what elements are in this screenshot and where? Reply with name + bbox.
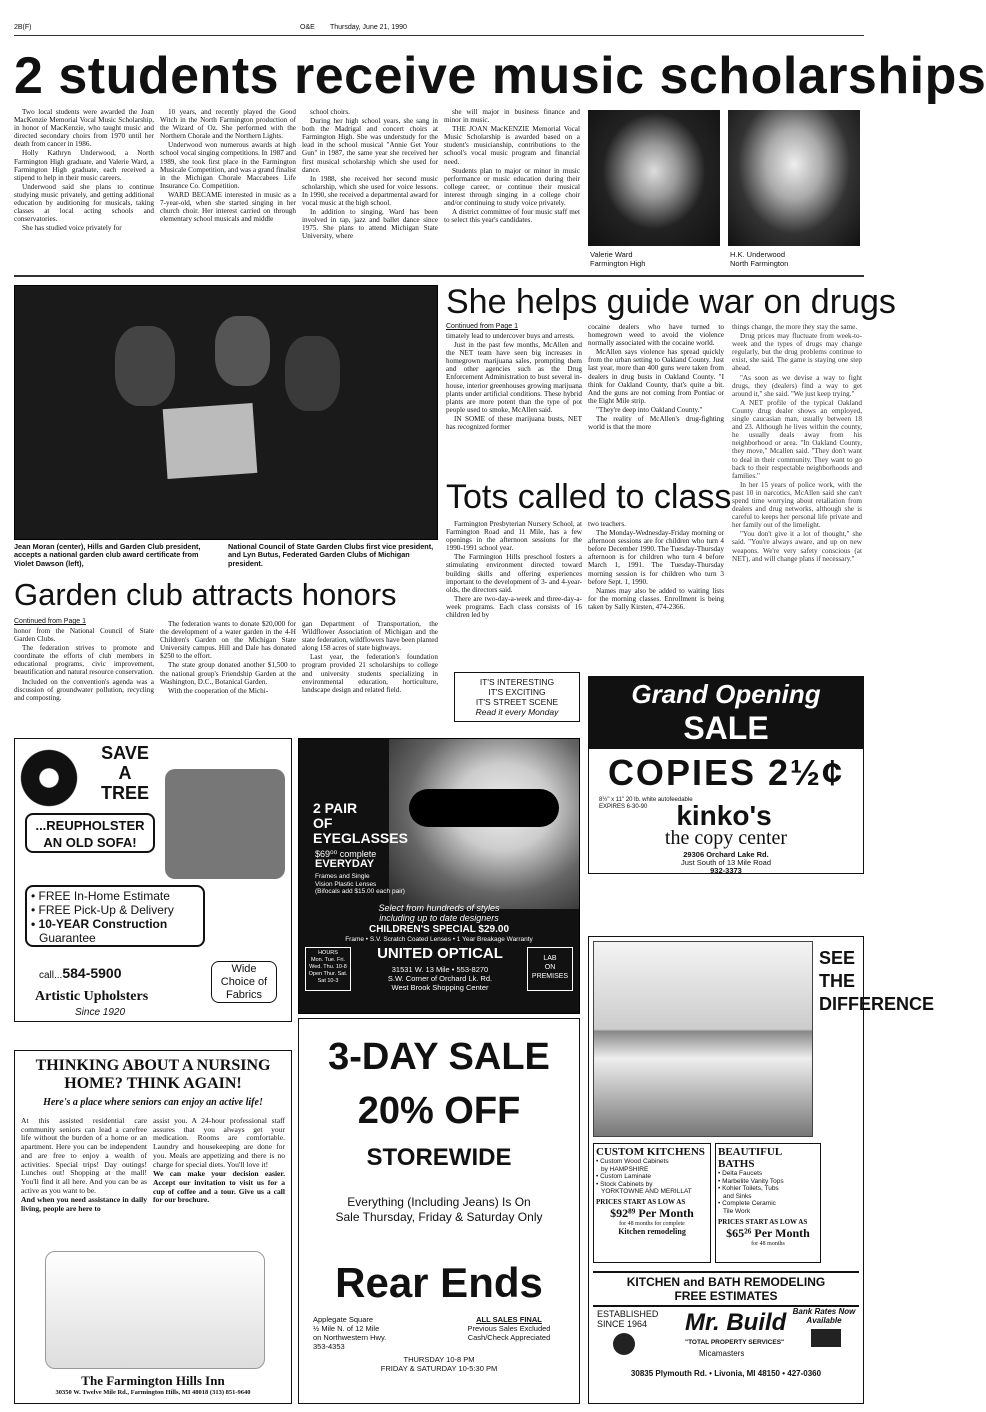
upholster-benefits: • FREE In-Home Estimate • FREE Pick-Up & Delivery • 10-YEAR Construction Guarantee — [25, 885, 205, 947]
tots-headline: Tots called to class — [446, 478, 732, 516]
mr-build-address: 30835 Plymouth Rd. • Livonia, MI 48150 • 427-0360 — [630, 1369, 822, 1378]
remodeling-banner: KITCHEN and BATH REMODELING FREE ESTIMATES — [593, 1271, 859, 1307]
nursing-col2: assist you. A 24-hour professional staff assures that you always get your medication. Rooms are comfortable. Laundry and housekeeping are done for you. Meals are appetizing and there is no charge for special diets. You'll love it! We can make your decision easier. Accept our invitation to visit us for a cup of coffee and a tour. Give us a call for our brochure. — [153, 1116, 285, 1205]
upholster-name: Artistic Upholsters — [35, 989, 149, 1004]
garden-club-photo — [14, 285, 438, 540]
copies-price: COPIES 2½¢ — [607, 752, 845, 793]
tree-icon — [19, 743, 79, 813]
award-certificate — [163, 403, 258, 479]
custom-kitchens: CUSTOM KITCHENS • Custom Wood Cabinets by HAMPSHIRE • Custom Laminate • Stock Cabinets by YORKTOWNE AND MERILLAT PRICES START AS LOW AS $92⁸⁹ Per Month for 48 months for complete Kitchen remodeling — [593, 1143, 711, 1263]
valerie-ward-photo — [588, 110, 720, 246]
kinkos-address: 29306 Orchard Lake Rd. Just South of 13 Mile Road 932-3373 — [680, 850, 772, 875]
optical-hours: HOURS Mon. Tue. Fri. Wed. Thu. 10-8 Open Thur. Sat. Sat 10-3 — [305, 947, 351, 991]
upholsterer-illustration — [165, 769, 285, 879]
drugs-headline: She helps guide war on drugs — [446, 283, 896, 321]
mr-build-logo: Mr. Build — [685, 1309, 787, 1336]
seniors-illustration — [45, 1251, 265, 1369]
united-optical-ad — [298, 738, 580, 1014]
total-property-services: "TOTAL PROPERTY SERVICES" — [685, 1339, 785, 1346]
valerie-ward-caption: Valerie Ward Farmington High — [590, 250, 646, 268]
reupholster-callout: ...REUPHOLSTER AN OLD SOFA! — [25, 813, 155, 853]
scholarship-col3: school choirs. During her high school years, she sang in both the Madrigal and concert choirs at Farmington High. She was understudy for the lead in the school musical "Annie Get Your Gun" in 1987, the same year she received her first musical scholarship which she used for dance. In 1988, she received her second music scholarship, which she used for voice lessons. In 1990, she received a departmental award for vocal music at the high school. In addition to singing, Ward has been involved in tap, jazz and ballet dance since 1975. She plans to attend Michigan State University, where — [302, 108, 438, 241]
street-scene-ad: IT'S INTERESTING IT'S EXCITING IT'S STREET SCENE Read it every Monday — [454, 672, 580, 722]
underwood-caption: H.K. Underwood North Farmington — [730, 250, 789, 268]
mr-build-mascot-icon — [613, 1333, 635, 1355]
nursing-headline: THINKING ABOUT A NURSING HOME? THINK AGAIN! — [35, 1057, 271, 1092]
scholarship-col1: Two local students were awarded the Joan MacKenzie Memorial Vocal Music Scholarship, in honor of MacKenzie, who taught music and directed secondary choirs from 1970 until her death from cancer in 1986. Holly Kathryn Underwood, a North Farmington High graduate, and Valerie Ward, a Farmington High graduate, each received a stipend to help in their music careers. Underwood said she plans to continue studying music privately, and getting additional education by auditioning for musicals, taking classes at local acting schools and conservatories. She has studied voice privately for — [14, 108, 154, 233]
rear-ends-hours: THURSDAY 10-8 PM FRIDAY & SATURDAY 10-5:30 PM — [380, 1355, 498, 1373]
optical-price: $69⁰⁰ complete EVERYDAY — [315, 849, 377, 870]
folio-date: Thursday, June 21, 1990 — [330, 24, 407, 31]
rear-ends-logo: Rear Ends — [335, 1259, 543, 1306]
scholarship-headline: 2 students receive music scholarships — [14, 47, 986, 105]
nursing-col1: At this assisted residential care community seniors can lead a carefree life without the burden of a home or an apartment. Here you can be independent and are free to enjoy a wealth of activities. Special trips! Day outings! Lunches out! Shopping at the mall! You'll find it all here. And you can be as active as you want to be. And when you need assistance in daily living, people are here to — [21, 1116, 147, 1214]
beautiful-baths: BEAUTIFUL BATHS • Delta Faucets • Marbelite Vanity Tops • Kohler Toilets, Tubs and Sinks • Complete Ceramic Tile Work PRICES START AS LOW AS $65²⁶ Per Month for 48 months — [715, 1143, 821, 1263]
save-a-tree: SAVE A TREE — [100, 743, 149, 803]
garden-headline: Garden club attracts honors — [14, 577, 397, 612]
scholarship-col4: she will major in business finance and minor in music. THE JOAN MacKENZIE Memorial Vocal Music Scholarship is awarded based on a student's musicianship, contributions to the school's vocal music program and financial need. Students plan to major or minor in music performance or music education during their college career, or continue their musical interest through singing in a college choir and/or continuing to study voice privately. A district committee of four music staff met to select this year's candidates. — [444, 108, 580, 225]
wide-choice-fabrics: Wide Choice of Fabrics — [211, 961, 277, 1003]
lab-on-premises: LAB ON PREMISES — [527, 947, 573, 991]
drugs-col3: things change, the more they stay the same. Drug prices may fluctuate from week-to-week and the types of drugs may change regularly, but the drug problems continue to exist, she said. The game is staying one step ahead. "As soon as we devise a way to fight drugs, they (dealers) find a way to get around it," she said. "We just keep trying." A NET profile of the typical Oakland County drug dealer shows an employed, single caucasian man, usually between 18 and 23. Although he lives within the county, he usually deals away from his neighborhood or area. "In Oakland County, they move," Mcallen said. "They don't want to deal in their community. They want to go back to their respectable neighborhoods and families." In her 15 years of police work, with the past 10 in narcotics, McAllen said she can't spend time worrying about retaliation from dealers and drug networks, although she is careful to keeps her personal life private and her family out of the limelight. "You don't give it a lot of thought," she said. "You're always aware, and up on new weapons. We're very safety conscious (at NET), and will change plans if necessary." — [732, 323, 862, 563]
sale-description: Everything (Including Jeans) Is On Sale Thursday, Friday & Saturday Only — [335, 1195, 543, 1224]
united-optical-name: UNITED OPTICAL — [377, 945, 503, 962]
optical-frames: Frames and Single Vision Plastic Lenses (Bifocals add $15.00 each pair) — [315, 873, 405, 895]
rear-ends-ad — [298, 1018, 580, 1404]
visa-card-icon — [811, 1329, 841, 1347]
farmington-hills-inn-ad — [14, 1050, 292, 1404]
tots-col1: Farmington Presbyterian Nursery School, at Farmington Road and 11 Mile, has a few openings in the afternoon sessions for the 1990-1991 school year. The Farmington Hills preschool fosters a stimulating environment directed toward building skills and offering experiences important to the development of 3- and 4-year-olds, the directors said. There are two-day-a-week and three-day-a-week programs. Each class consists of 16 children led by — [446, 520, 582, 620]
inn-address: 30350 W. Twelve Mile Rd., Farmington Hills, MI 48018 (313) 851-9640 — [55, 1389, 251, 1396]
garden-col1: honor from the National Council of State Garden Clubs. The federation strives to promote and coordinate the efforts of club members in educational programs, civic improvement, beautification and natural resource conservation. Included on the convention's agenda was a discussion of groundwater pollution, recycling and composting. — [14, 627, 154, 702]
upholster-since: Since 1920 — [75, 1007, 126, 1018]
childrens-special: CHILDREN'S SPECIAL $29.00 — [368, 924, 509, 935]
vertical-slogan: SEE THE DIFFERENCE — [819, 948, 935, 1014]
kinkos-tagline: the copy center — [664, 827, 788, 849]
kitchen-illustration — [593, 941, 813, 1137]
optical-address: 31531 W. 13 Mile • 553-8270 S.W. Corner of Orchard Lk. Rd. West Brook Shopping Center — [387, 965, 493, 992]
kinkos-fine-print: 8½" x 11" 20 lb. white autofeedable EXPIRES 6-30-90 — [599, 797, 693, 810]
mr-build-ad — [588, 936, 935, 1404]
nursing-subhead: Here's a place where seniors can enjoy an active life! — [43, 1097, 263, 1108]
garden-continued: Continued from Page 1 — [14, 618, 86, 625]
garden-col3: gan Department of Transportation, the Wildflower Association of Michigan and the state federation, wildflowers have been planted along 158 acres of state highways. Last year, the federation's foundation program provided 21 scholarships to college and university students specializing in environmental education, horticulture, landscape design and related field. — [302, 620, 438, 694]
scholarship-col2: 10 years, and recently played the Good Witch in the North Farmington production of the Wizard of Oz. She performed with the Northern Chorale and the Northern Lights. Underwood won numerous awards at high school vocal singing competitions. In 1987 and 1989, she took first place in the Farmington Musicale Competition, and was a grand finalist in the Michigan Chorale Maccabees Life Insurance Co. Competition. WARD BECAME interested in music as a 7-year-old, when she started singing in her church choir. Her interest carried on through elementary school musicals and middle — [160, 108, 296, 224]
garden-caption-right: National Council of State Garden Clubs first vice president, and Lyn Butus, Federated Garden Clubs of Michigan president. — [228, 542, 434, 568]
garden-col2: The federation wants to donate $20,000 for the development of a water garden in the 4-H Children's Garden on the Michigan State University campus. Hill and Dale has donated $250 to the effort. The state group donated another $1,500 to the national group's Friendship Garden at the Washington, D.C., Botanical Garden. With the cooperation of the Michi- — [160, 620, 296, 695]
storewide: STOREWIDE — [366, 1144, 512, 1171]
upholster-phone: call...584-5900 — [39, 965, 122, 981]
twenty-percent-off: 20% OFF — [357, 1090, 521, 1132]
upholster-ad — [14, 738, 292, 1022]
established: ESTABLISHED SINCE 1964 — [597, 1309, 659, 1329]
rear-ends-terms: ALL SALES FINAL Previous Sales Excluded Cash/Check Appreciated — [467, 1315, 551, 1342]
mr-build-city: Micamasters — [699, 1349, 745, 1358]
optical-select: Select from hundreds of styles including up to date designers — [378, 903, 500, 923]
kinkos-logo: kinko's — [676, 800, 772, 831]
sunglasses-icon — [409, 789, 559, 827]
drugs-col1: timately lead to undercover buys and arrests. Just in the past few months, McAllen and the NET team have seen big increases in homegrown marijuana sales, prompting them and other agencies such as the Drug Enforcement Administration to bust several in-house, interior greenhouses growing marijuana plants under artificial conditions. These hybrid plants are more potent than the type of pot people used to smoke, McAllen said. IN SOME of these marijuana busts, NET has recognized former — [446, 332, 582, 432]
two-pair-eyeglasses: 2 PAIR OF EYEGLASSES — [313, 800, 408, 846]
drugs-col2: cocaine dealers who have turned to homegrown weed to avoid the violence normally associated with the cocaine world. McAllen says violence has spread quickly from the urban setting to Oakland County. Just last year, more than 400 guns were taken from dealers in drug busts in Oakland County. "I think for Oakland County, that's quite a bit. And the guns are not coming from Pontiac or the Eight Mile strip. "They're deep into Oakland County." The reality of McAllen's drug-fighting world is that the more — [588, 323, 724, 432]
bank-rates: Bank Rates Now Available — [792, 1307, 856, 1325]
paper-name: O&E — [300, 24, 315, 31]
inn-name: The Farmington Hills Inn — [81, 1373, 225, 1388]
grand-opening-banner: Grand Opening SALE — [589, 677, 863, 749]
underwood-photo — [728, 110, 860, 246]
optical-warranty: Frame • S.V. Scratch Coated Lenses • 1 Year Breakage Warranty — [345, 936, 533, 943]
three-day-sale: 3-DAY SALE — [328, 1036, 550, 1078]
tots-col2: two teachers. The Monday-Wednesday-Friday morning or afternoon sessions are for children who turn 4 before December 1990. The Tuesday-Thursday afternoon is for children who turn 4 before March 1, 1991. The Tuesday-Thursday morning session is for children who turn 3 before Sept. 1, 1990. Names may also be added to waiting lists for the morning classes. Enrollment is being taken by Sally Kirsten, 474-2366. — [588, 520, 724, 611]
drugs-continued: Continued from Page 1 — [446, 323, 518, 330]
garden-caption-left: Jean Moran (center), Hills and Garden Club president, accepts a national garden club award certificate from Violet Dawson (left), — [14, 542, 201, 568]
rear-ends-address: Applegate Square ½ Mile N. of 12 Mile on Northwestern Hwy. 353-4353 — [313, 1315, 387, 1351]
page-number: 2B(F) — [14, 24, 32, 31]
kinkos-ad — [588, 676, 864, 874]
